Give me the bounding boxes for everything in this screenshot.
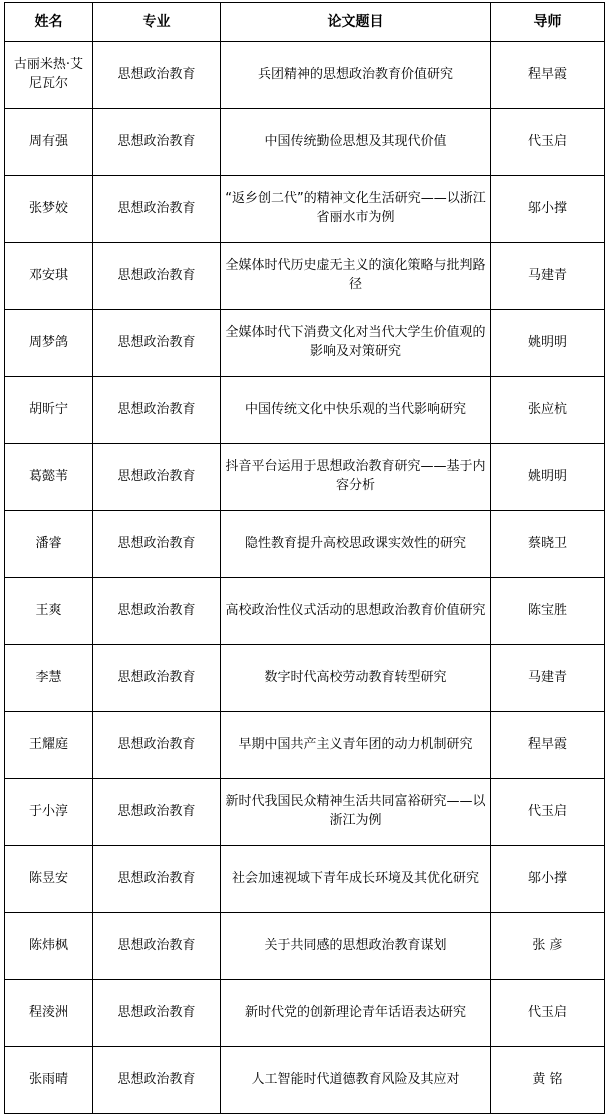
- cell-title: 新时代我国民众精神生活共同富裕研究——以浙江为例: [221, 779, 491, 846]
- cell-title: 关于共同感的思想政治教育谋划: [221, 913, 491, 980]
- cell-title: 新时代党的创新理论青年话语表达研究: [221, 980, 491, 1047]
- cell-advisor: 姚明明: [491, 444, 605, 511]
- cell-name: 陈昱安: [5, 846, 93, 913]
- cell-major: 思想政治教育: [93, 109, 221, 176]
- cell-advisor: 张 彦: [491, 913, 605, 980]
- column-header-major: 专业: [93, 3, 221, 42]
- cell-title: 隐性教育提升高校思政课实效性的研究: [221, 511, 491, 578]
- table-row: [5, 444, 605, 511]
- cell-name: 王爽: [5, 578, 93, 645]
- cell-name: 李慧: [5, 645, 93, 712]
- cell-major: 思想政治教育: [93, 712, 221, 779]
- table-header-row: [5, 3, 605, 42]
- cell-advisor: 邬小撑: [491, 846, 605, 913]
- cell-major: 思想政治教育: [93, 511, 221, 578]
- cell-major: 思想政治教育: [93, 1047, 221, 1114]
- cell-name: 潘睿: [5, 511, 93, 578]
- cell-name: 程淩洲: [5, 980, 93, 1047]
- cell-title: 全媒体时代历史虚无主义的演化策略与批判路径: [221, 243, 491, 310]
- cell-title: 抖音平台运用于思想政治教育研究——基于内容分析: [221, 444, 491, 511]
- cell-name: 周有强: [5, 109, 93, 176]
- table-row: [5, 578, 605, 645]
- cell-major: 思想政治教育: [93, 310, 221, 377]
- cell-title: 人工智能时代道德教育风险及其应对: [221, 1047, 491, 1114]
- cell-advisor: 程早霞: [491, 42, 605, 109]
- cell-name: 邓安琪: [5, 243, 93, 310]
- cell-major: 思想政治教育: [93, 176, 221, 243]
- cell-major: 思想政治教育: [93, 980, 221, 1047]
- cell-title: 数字时代高校劳动教育转型研究: [221, 645, 491, 712]
- cell-advisor: 马建青: [491, 243, 605, 310]
- cell-title: 高校政治性仪式活动的思想政治教育价值研究: [221, 578, 491, 645]
- cell-advisor: 代玉启: [491, 109, 605, 176]
- cell-advisor: 张应杭: [491, 377, 605, 444]
- cell-name: 葛懿苇: [5, 444, 93, 511]
- cell-advisor: 代玉启: [491, 779, 605, 846]
- cell-major: 思想政治教育: [93, 578, 221, 645]
- cell-advisor: 程早霞: [491, 712, 605, 779]
- table-row: [5, 176, 605, 243]
- cell-title: 中国传统文化中快乐观的当代影响研究: [221, 377, 491, 444]
- table-row: [5, 913, 605, 980]
- cell-advisor: 陈宝胜: [491, 578, 605, 645]
- cell-title: 全媒体时代下消费文化对当代大学生价值观的影响及对策研究: [221, 310, 491, 377]
- cell-name: 张梦姣: [5, 176, 93, 243]
- table-row: [5, 779, 605, 846]
- table-row: [5, 1047, 605, 1114]
- table-row: [5, 712, 605, 779]
- column-header-title: 论文题目: [221, 3, 491, 42]
- cell-major: 思想政治教育: [93, 846, 221, 913]
- cell-name: 张雨晴: [5, 1047, 93, 1114]
- column-header-advisor: 导师: [491, 3, 605, 42]
- table-row: [5, 846, 605, 913]
- cell-title: 兵团精神的思想政治教育价值研究: [221, 42, 491, 109]
- cell-name: 胡昕宁: [5, 377, 93, 444]
- cell-name: 陈炜枫: [5, 913, 93, 980]
- table-row: [5, 109, 605, 176]
- thesis-table: [4, 2, 605, 1114]
- cell-advisor: 黄 铭: [491, 1047, 605, 1114]
- cell-name: 于小淳: [5, 779, 93, 846]
- table-row: [5, 377, 605, 444]
- cell-major: 思想政治教育: [93, 377, 221, 444]
- cell-title: 早期中国共产主义青年团的动力机制研究: [221, 712, 491, 779]
- table-row: [5, 310, 605, 377]
- table-row: [5, 980, 605, 1047]
- cell-name: 周梦鸽: [5, 310, 93, 377]
- table-row: [5, 645, 605, 712]
- cell-major: 思想政治教育: [93, 444, 221, 511]
- table-row: [5, 511, 605, 578]
- column-header-name: 姓名: [5, 3, 93, 42]
- cell-advisor: 代玉启: [491, 980, 605, 1047]
- cell-advisor: 马建青: [491, 645, 605, 712]
- cell-advisor: 邬小撑: [491, 176, 605, 243]
- cell-major: 思想政治教育: [93, 645, 221, 712]
- cell-major: 思想政治教育: [93, 779, 221, 846]
- cell-title: 中国传统勤俭思想及其现代价值: [221, 109, 491, 176]
- cell-major: 思想政治教育: [93, 913, 221, 980]
- cell-title: 社会加速视域下青年成长环境及其优化研究: [221, 846, 491, 913]
- cell-advisor: 蔡晓卫: [491, 511, 605, 578]
- table-row: [5, 243, 605, 310]
- cell-name: 王耀庭: [5, 712, 93, 779]
- cell-major: 思想政治教育: [93, 243, 221, 310]
- table-row: [5, 42, 605, 109]
- cell-name: 古丽米热·艾尼瓦尔: [5, 42, 93, 109]
- cell-advisor: 姚明明: [491, 310, 605, 377]
- cell-major: 思想政治教育: [93, 42, 221, 109]
- cell-title: “返乡创二代”的精神文化生活研究——以浙江省丽水市为例: [221, 176, 491, 243]
